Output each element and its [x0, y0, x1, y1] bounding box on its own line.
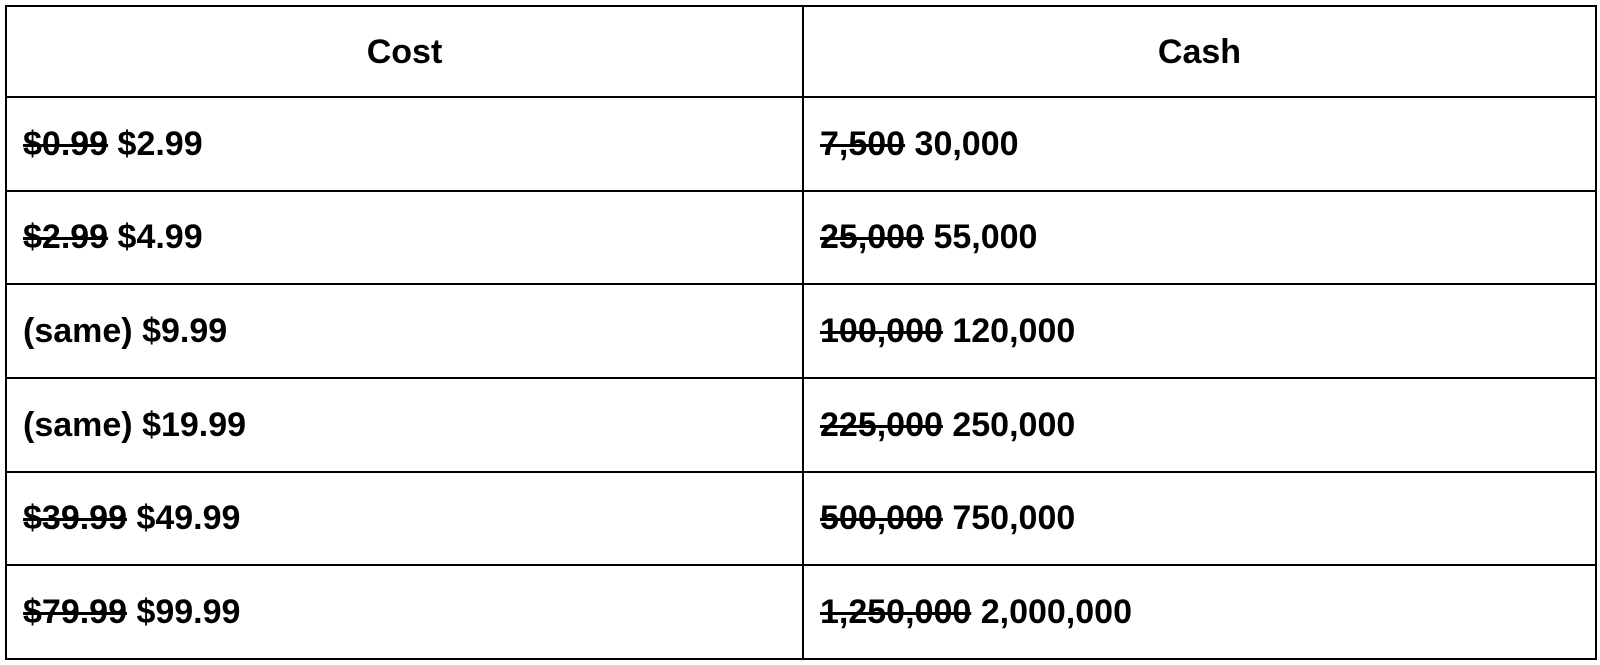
- new-cash: 120,000: [952, 312, 1076, 351]
- new-cash: 750,000: [952, 499, 1076, 538]
- new-cash: 2,000,000: [980, 593, 1132, 632]
- table-row: [6, 378, 1596, 472]
- new-cash: 30,000: [914, 124, 1019, 163]
- cash-cell: [803, 97, 1596, 191]
- old-cash: 225,000: [820, 405, 943, 444]
- old-cash: 7,500: [820, 124, 906, 163]
- price-table: [5, 5, 1597, 660]
- cash-cell: [803, 191, 1596, 285]
- old-cash: 500,000: [820, 499, 943, 538]
- cost-cell: [6, 191, 803, 285]
- table-row: [6, 97, 1596, 191]
- price-table-container: [5, 5, 1595, 660]
- table-row: [6, 472, 1596, 566]
- header-cash: Cash: [803, 6, 1596, 97]
- new-cash: 55,000: [933, 218, 1038, 257]
- old-cost: (same): [23, 312, 133, 351]
- old-cost: $39.99: [23, 499, 127, 538]
- new-cost: $4.99: [117, 218, 203, 257]
- cost-cell: [6, 378, 803, 472]
- cash-cell: [803, 284, 1596, 378]
- header-row: [6, 6, 1596, 97]
- new-cost: $9.99: [142, 312, 228, 351]
- cost-cell: [6, 97, 803, 191]
- new-cash: 250,000: [952, 405, 1076, 444]
- old-cost: (same): [23, 405, 133, 444]
- new-cost: $99.99: [136, 593, 241, 632]
- new-cost: $49.99: [136, 499, 241, 538]
- cash-cell: [803, 472, 1596, 566]
- cash-cell: [803, 378, 1596, 472]
- old-cash: 1,250,000: [820, 593, 972, 632]
- cost-cell: [6, 565, 803, 659]
- new-cost: $2.99: [117, 124, 203, 163]
- table-row: [6, 284, 1596, 378]
- old-cost: $0.99: [23, 124, 109, 163]
- table-row: [6, 191, 1596, 285]
- cost-cell: [6, 284, 803, 378]
- old-cash: 25,000: [820, 218, 924, 257]
- cost-cell: [6, 472, 803, 566]
- old-cash: 100,000: [820, 312, 943, 351]
- old-cost: $2.99: [23, 218, 109, 257]
- old-cost: $79.99: [23, 593, 127, 632]
- new-cost: $19.99: [142, 405, 247, 444]
- header-cost: Cost: [6, 6, 803, 97]
- cash-cell: [803, 565, 1596, 659]
- table-row: [6, 565, 1596, 659]
